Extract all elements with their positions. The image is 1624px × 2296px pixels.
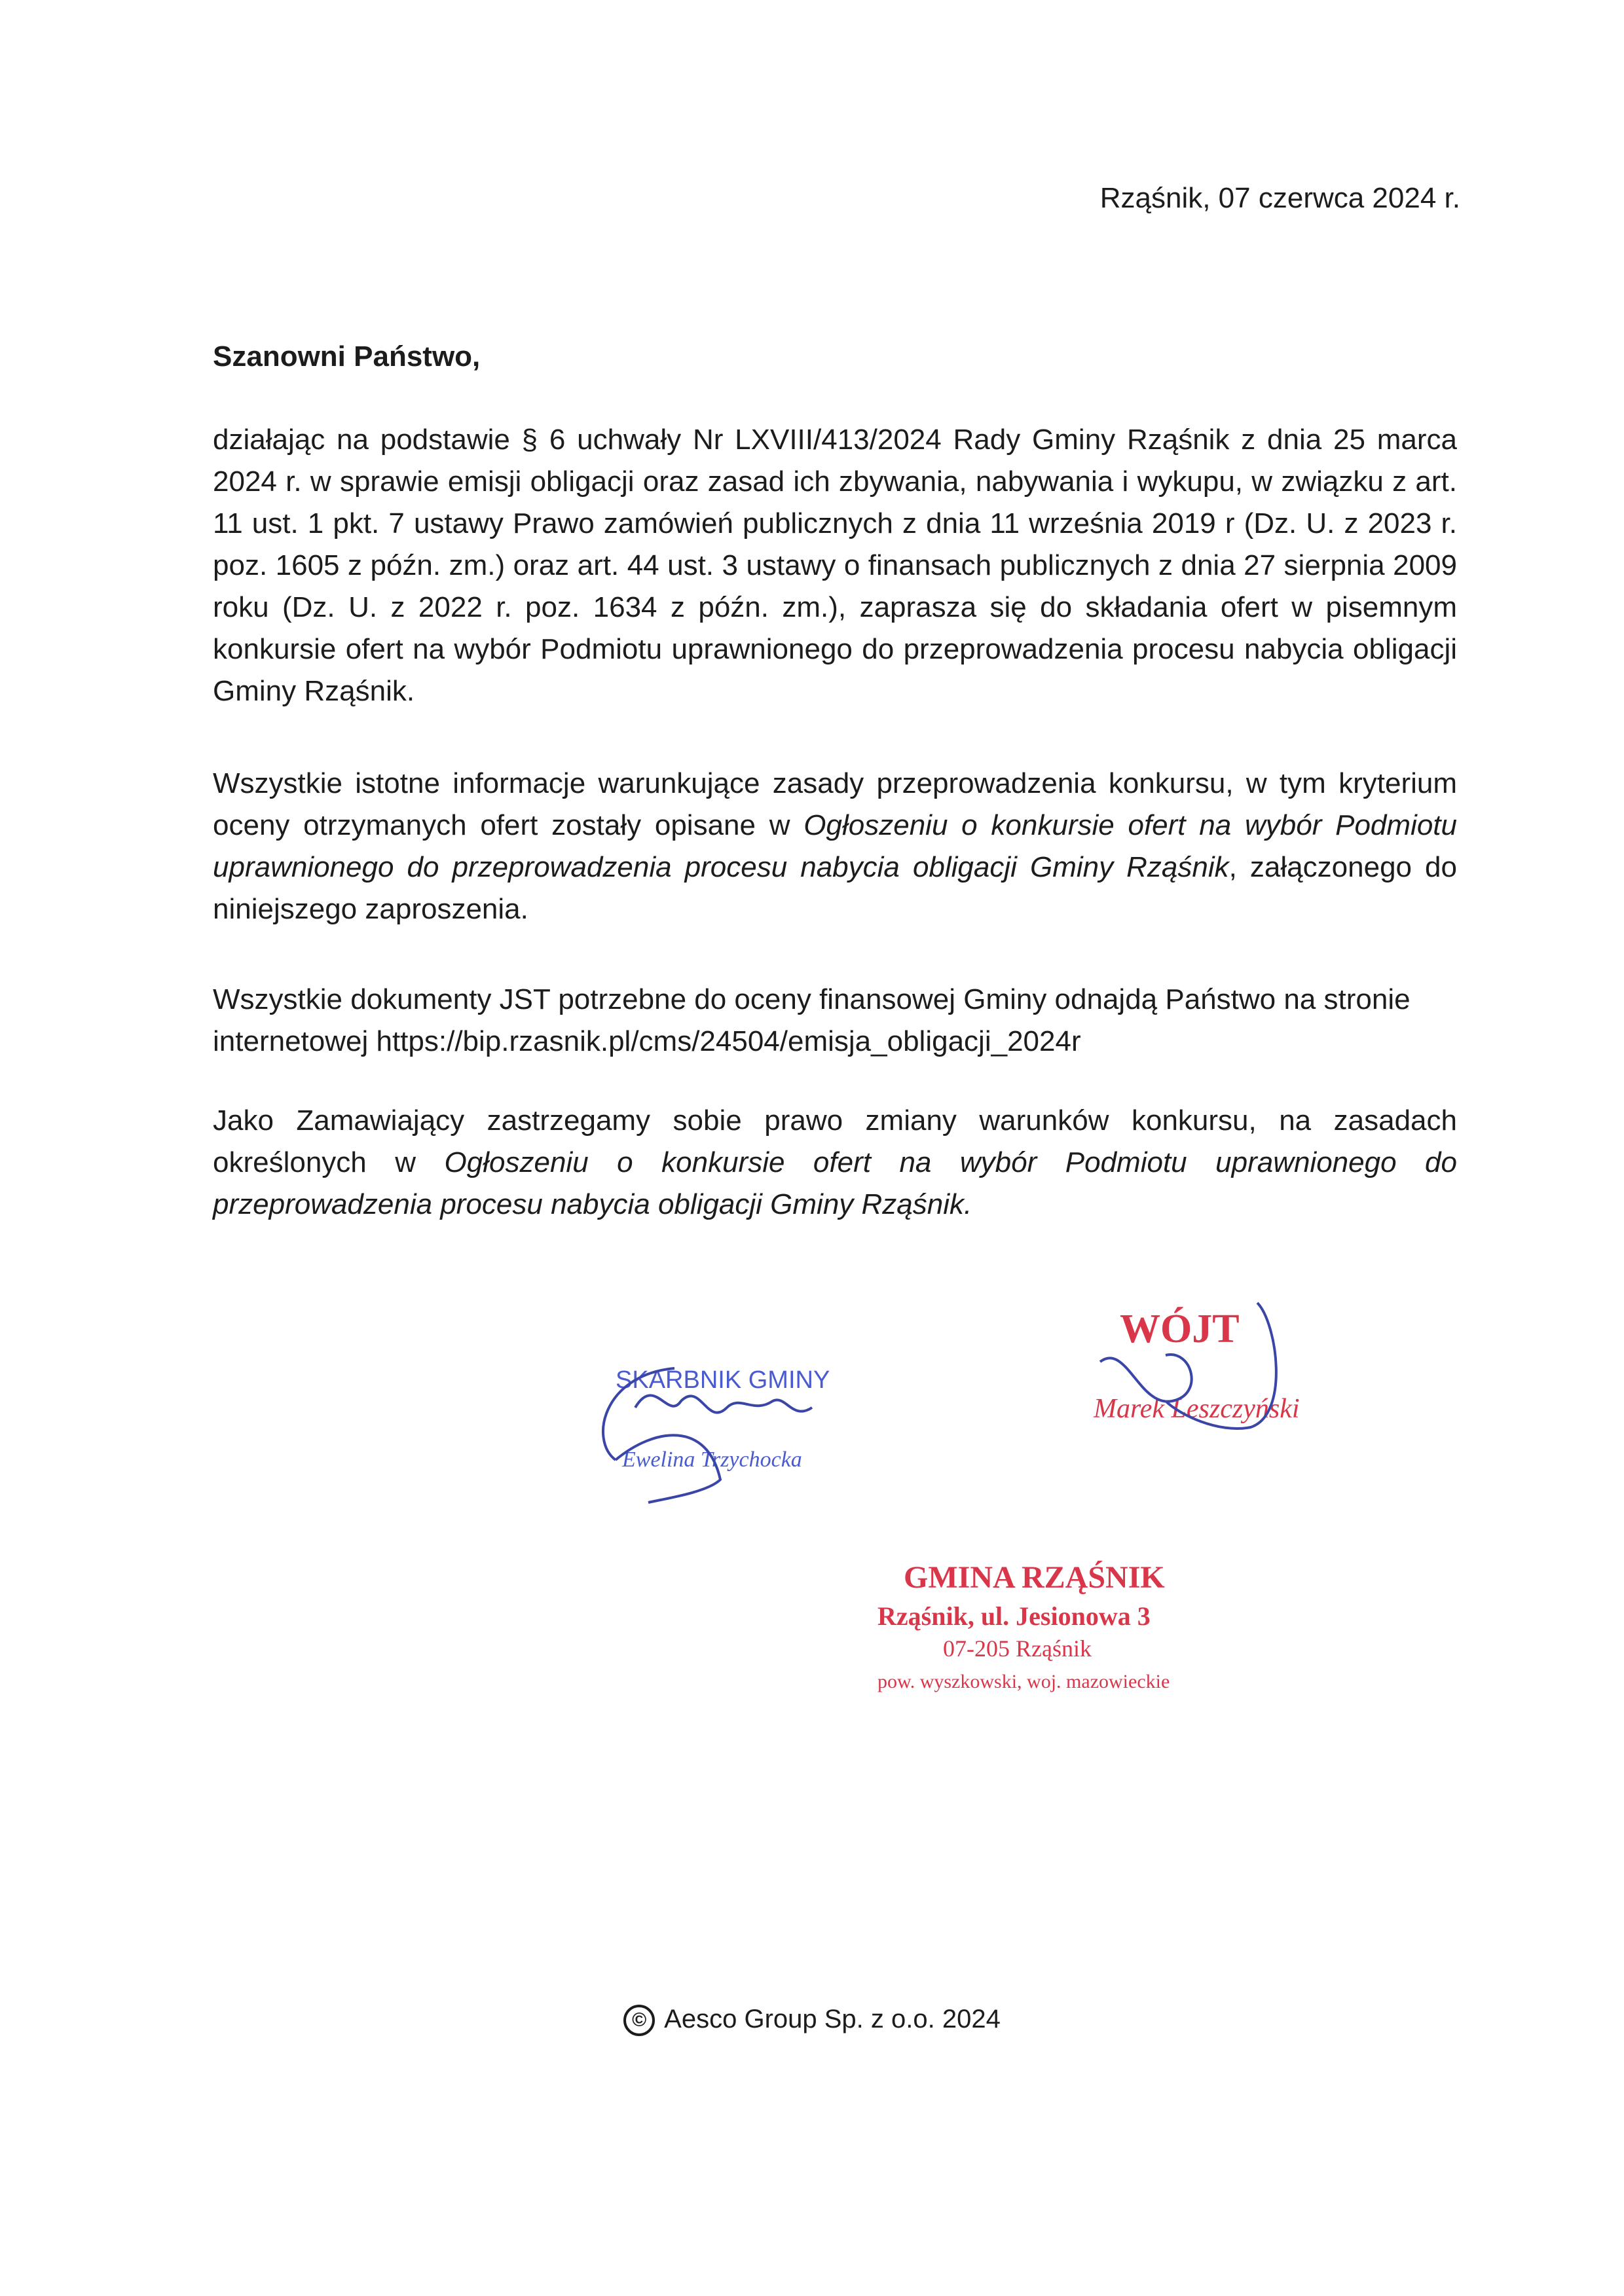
mayor-stamp-name: Marek Leszczyński [1094,1394,1300,1424]
treasurer-stamp-title: SKARBNIK GMINY [616,1366,830,1394]
office-stamp-line3: 07-205 Rząśnik [943,1635,1092,1662]
footer [0,2005,1624,2036]
footer-text: Aesco Group Sp. z o.o. 2024 [664,2005,1001,2033]
mayor-stamp-title: WÓJT [1120,1307,1240,1351]
office-stamp-line4: pow. wyszkowski, woj. mazowieckie [877,1671,1170,1692]
treasurer-stamp-name: Ewelina Trzychocka [622,1448,802,1472]
paragraph-conditions-text: Wszystkie istotne informacje warunkujące zasady przeprowadzenia konkursu, w tym kryterium oceny otrzymanych ofert zostały opisane w [213,767,1457,841]
paragraph-reservation-text: Jako Zamawiający zastrzegamy sobie prawo zmiany warunków konkursu, na zasadach określonych w [213,1104,1457,1178]
paragraph-documents: Wszystkie dokumenty JST potrzebne do oceny finansowej Gminy odnajdą Państwo na stronie internetowej https://bip.rzasnik.pl/cms/24504/emisja_obligacji_2024r [213,983,1411,1057]
office-stamp-line1: GMINA RZĄŚNIK [904,1560,1165,1595]
greeting: Szanowni Państwo, [213,340,481,373]
paragraph-conditions [213,763,1457,930]
mayor-stamp [1061,1283,1401,1453]
copyright-icon: © [623,2005,655,2036]
announcement-reference: Ogłoszeniu o konkursie ofert na wybór Podmiotu uprawnionego do przeprowadzenia procesu nabycia obligacji Gminy Rząśnik [213,809,1457,883]
treasurer-signature-strokes [635,1395,812,1412]
place-date: Rząśnik, 07 czerwca 2024 r. [1099,182,1460,214]
treasurer-stamp [576,1329,917,1525]
paragraph-conditions-end: , załączonego do niniejszego zaproszenia. [213,851,1458,925]
paragraph-invitation: działając na podstawie § 6 uchwały Nr LXVIII/413/2024 Rady Gminy Rząśnik z dnia 25 marca 2024 r. w sprawie emisji obligacji oraz zasad ich zbywania, nabywania i wykupu, w związku z art. 11 ust. 1 pkt. 7 ustawy Prawo zamówień publicznych z dnia 11 września 2019 r (Dz. U. z 2023 r. poz. 1605 z późn. zm.) oraz art. 44 ust. 3 ustawy o finansach publicznych z dnia 27 sierpnia 2009 roku (Dz. U. z 2022 r. poz. 1634 z późn. zm.), zaprasza się do składania ofert w pisemnym konkursie ofert na wybór Podmiotu uprawnionego do przeprowadzenia procesu nabycia obligacji Gminy Rząśnik. [213,424,1457,707]
paragraph-reservation [213,1100,1457,1226]
office-stamp-line2: Rząśnik, ul. Jesionowa 3 [877,1601,1151,1631]
office-stamp [864,1552,1270,1709]
announcement-reference-2: Ogłoszeniu o konkursie ofert na wybór Podmiotu uprawnionego do przeprowadzenia procesu nabycia obligacji Gminy Rząśnik. [213,1146,1457,1220]
